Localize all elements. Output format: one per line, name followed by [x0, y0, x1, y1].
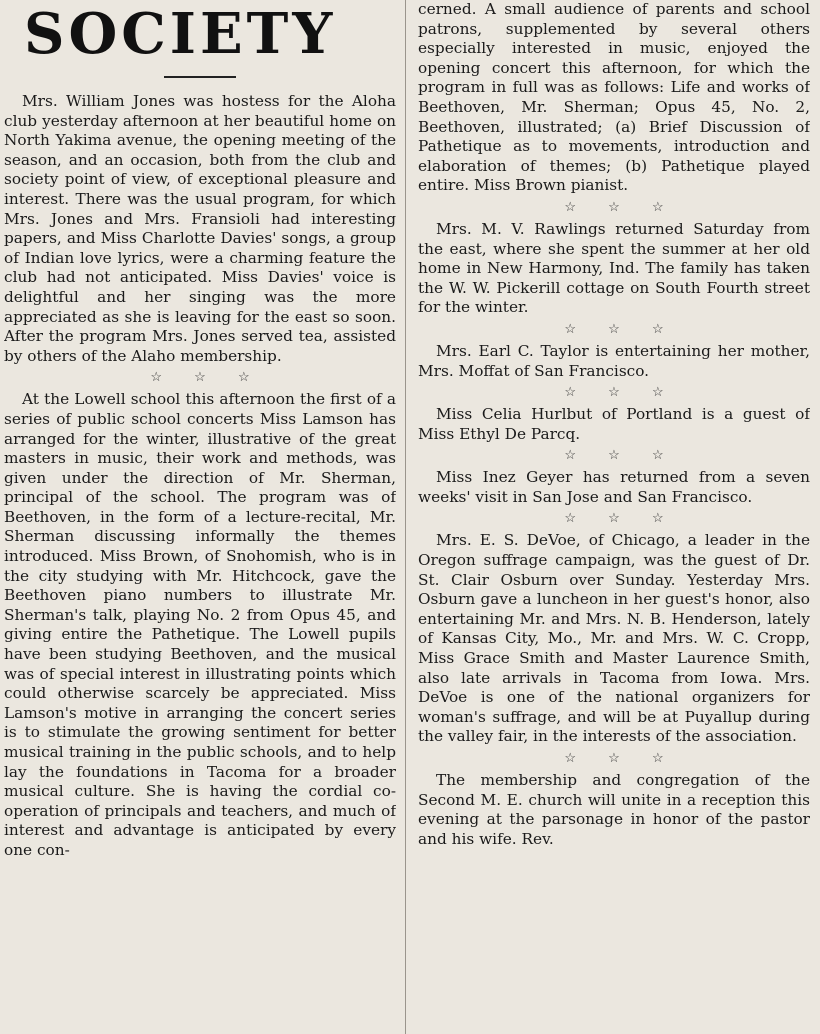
- article-hurlbut: Miss Celia Hurlbut of Portland is a guest of Miss Ethyl De Parcq.: [418, 405, 810, 443]
- article-devoe: Mrs. E. S. DeVoe, of Chicago, a leader in the Oregon suffrage campaign, was the guest of Dr. St. Clair Osburn over Sunday. Yesterday Mrs. Osburn gave a luncheon in her guest's honor, also entertaining Mr. and Mrs. N. B. Henderson, lately of Kansas City, Mo., Mr. and Mrs. W. C. Cropp, Miss Grace Smith and Master Laurence Smith, also late arrivals in Tacoma from Iowa. Mrs. DeVoe is one of the national organizers for woman's suffrage, and will be at Puyallup during the valley fair, in the interests of the association.: [418, 531, 810, 746]
- section-heading: SOCIETY: [24, 1, 337, 67]
- right-column: [418, 0, 810, 1034]
- article-taylor: Mrs. Earl C. Taylor is entertaining her mother, Mrs. Moffat of San Francisco.: [418, 341, 810, 380]
- article-rawlings: Mrs. M. V. Rawlings returned Saturday from the east, where she spent the summer at her old home in New Harmony, Ind. The family has taken the W. W. Pickerill cottage on South Fourth street for the winter.: [418, 219, 810, 317]
- star-divider: ☆ ☆ ☆: [564, 511, 678, 527]
- article-lowell-continued: cerned. A small audience of parents and school patrons, supplemented by several others especially interested in music, enjoyed the opening concert this afternoon, for which the program in full was as follows: Life and works of Beethoven, Mr. Sherman; Opus 45, No. 2, Beethoven, illustrated; (a) Brief Discussion of Pathetique as to movements, introduction and elaboration of themes; (b) Pathetique played entire. Miss Brown pianist.: [418, 0, 810, 195]
- column-divider: [405, 0, 406, 1034]
- article-geyer: Miss Inez Geyer has returned from a seven weeks' visit in San Jose and San Francisco.: [418, 468, 810, 506]
- article-second-me-church: The membership and congregation of the Second M. E. church will unite in a reception this evening at the parsonage in honor of the pastor and his wife. Rev.: [418, 771, 810, 848]
- article-aloha-club: Mrs. William Jones was hostess for the Aloha club yesterday afternoon at her beautiful home on North Yakima avenue, the opening meeting of the season, and an occasion, both from the club and society point of view, of exceptional pleasure and interest. There was the usual program, for which Mrs. Jones and Mrs. Fransioli had interesting papers, and Miss Charlotte Davies' songs, a group of Indian love lyrics, were a charming feature the club had not anticipated. Miss Davies' voice is delightful and her singing was the more appreciated as she is leaving for the east so soon. After the program Mrs. Jones served tea, assisted by others of the Alaho membership.: [4, 92, 396, 365]
- left-column: [4, 0, 396, 1034]
- star-divider: ☆ ☆ ☆: [564, 199, 678, 215]
- star-divider: ☆ ☆ ☆: [564, 448, 678, 464]
- star-divider: ☆ ☆ ☆: [564, 751, 678, 766]
- article-lowell-school: At the Lowell school this afternoon the first of a series of public school concerts Miss Lamson has arranged for the winter, illustrative of the great masters in music, their work and methods, was given under the direction of Mr. Sherman, principal of the school. The program was of Beethoven, in the form of a lecture-recital, Mr. Sherman discussing informally the themes introduced. Miss Brown, of Snohomish, who is in the city studying with Mr. Hitchcock, gave the Beethoven piano numbers to illustrate Mr. Sherman's talk, playing No. 2 from Opus 45, and giving entire the Pathetique. The Lowell pupils have been studying Beethoven, and the musical was of special interest in illustrating points which could otherwise scarcely be appreciated. Miss Lamson's motive in arranging the concert series is to stimulate the growing sentiment for better musical training in the public schools, and to help lay the foundations in Tacoma for a broader musical culture. She is having the cordial co-operation of principals and teachers, and much of interest and advantage is anticipated by every one con-: [4, 390, 396, 859]
- star-divider: ☆ ☆ ☆: [150, 370, 264, 386]
- star-divider: ☆ ☆ ☆: [564, 321, 678, 337]
- star-divider: ☆ ☆ ☆: [564, 385, 678, 401]
- heading-underline: [164, 76, 236, 78]
